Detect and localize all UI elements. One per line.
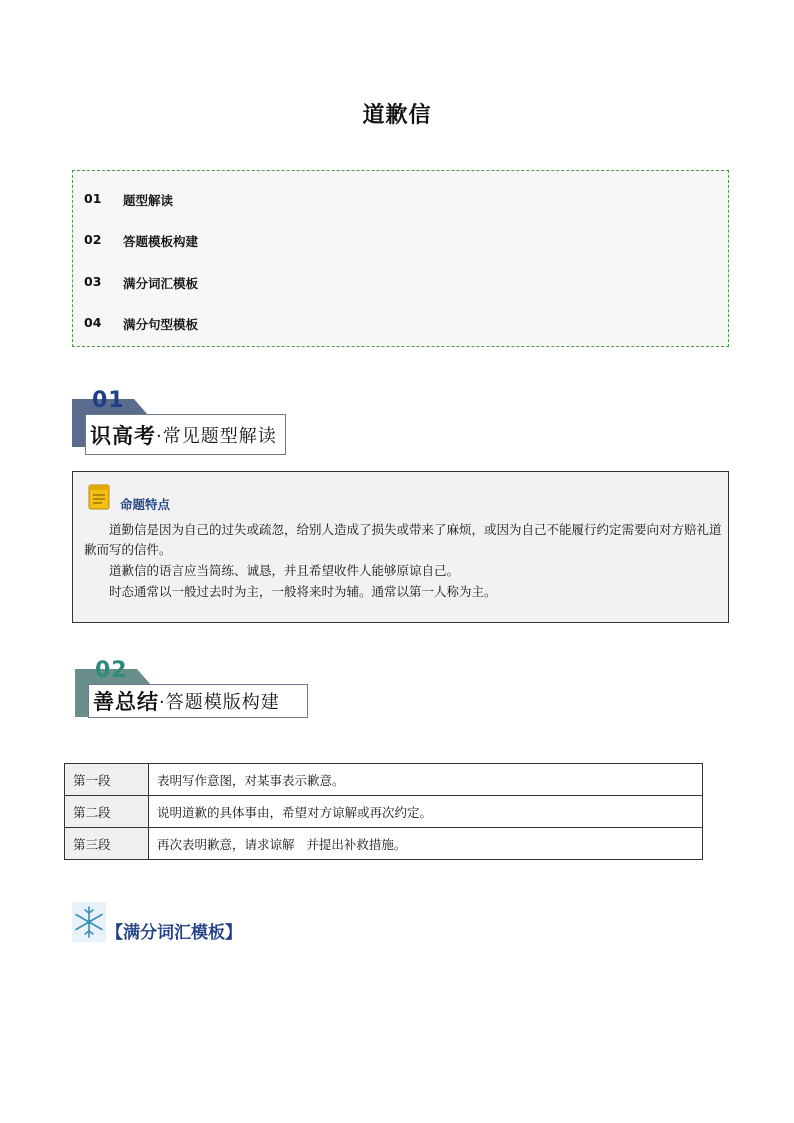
- toc-label: 题型解读: [123, 193, 174, 208]
- paragraph-value: 再次表明歉意，请求谅解 并提出补救措施。: [149, 828, 703, 860]
- section-label-sub: ·答题模版构建: [159, 692, 280, 713]
- feature-paragraph: 道歉信的语言应当简练、诚恳，并且希望收件人能够原谅自己。: [109, 563, 460, 578]
- vocab-heading: 【满分词汇模板】: [106, 923, 242, 943]
- feature-box: [72, 471, 729, 623]
- table-row: [65, 764, 703, 796]
- feature-heading: 命题特点: [120, 497, 171, 512]
- paragraph-value: 表明写作意图，对某事表示歉意。: [149, 764, 703, 796]
- table-of-contents: [72, 170, 729, 347]
- paragraph-key: 第三段: [65, 828, 149, 860]
- section-header-1: [72, 385, 292, 455]
- feature-paragraph: 时态通常以一般过去时为主，一般将来时为辅。通常以第一人称为主。: [109, 584, 497, 599]
- section-label-main: 识高考: [90, 423, 156, 448]
- section-header-2: [75, 655, 315, 725]
- toc-label: 满分词汇模板: [123, 276, 199, 291]
- toc-number: 04: [84, 315, 102, 330]
- toc-number: 01: [84, 191, 102, 206]
- toc-label: 答题模板构建: [123, 234, 199, 249]
- toc-number: 02: [84, 232, 102, 247]
- toc-item[interactable]: [84, 232, 198, 250]
- template-table: [64, 763, 703, 860]
- paragraph-key: 第二段: [65, 796, 149, 828]
- section-number: 02: [95, 658, 128, 683]
- toc-number: 03: [84, 274, 102, 289]
- section-number: 01: [92, 388, 125, 413]
- section-label-sub: ·常见题型解读: [156, 425, 277, 447]
- toc-label: 满分句型模板: [123, 317, 199, 332]
- toc-item[interactable]: [84, 274, 198, 292]
- paragraph-key: 第一段: [65, 764, 149, 796]
- paragraph-value: 说明道歉的具体事由，希望对方谅解或再次约定。: [149, 796, 703, 828]
- document-title: 道歉信: [362, 103, 432, 128]
- notepad-icon: [86, 483, 112, 511]
- table-row: [65, 796, 703, 828]
- section-label-main: 善总结: [93, 690, 159, 714]
- snowflake-icon: [72, 902, 106, 942]
- toc-item[interactable]: [84, 315, 198, 333]
- section-label: [88, 684, 308, 718]
- feature-paragraph: 道勤信是因为自己的过失或疏忽，给别人造成了损失或带来了麻烦，或因为自己不能履行约定需要向对方赔礼道歉而写的信件。: [84, 522, 722, 557]
- toc-item[interactable]: [84, 191, 173, 209]
- section-label: [85, 414, 286, 455]
- table-row: [65, 828, 703, 860]
